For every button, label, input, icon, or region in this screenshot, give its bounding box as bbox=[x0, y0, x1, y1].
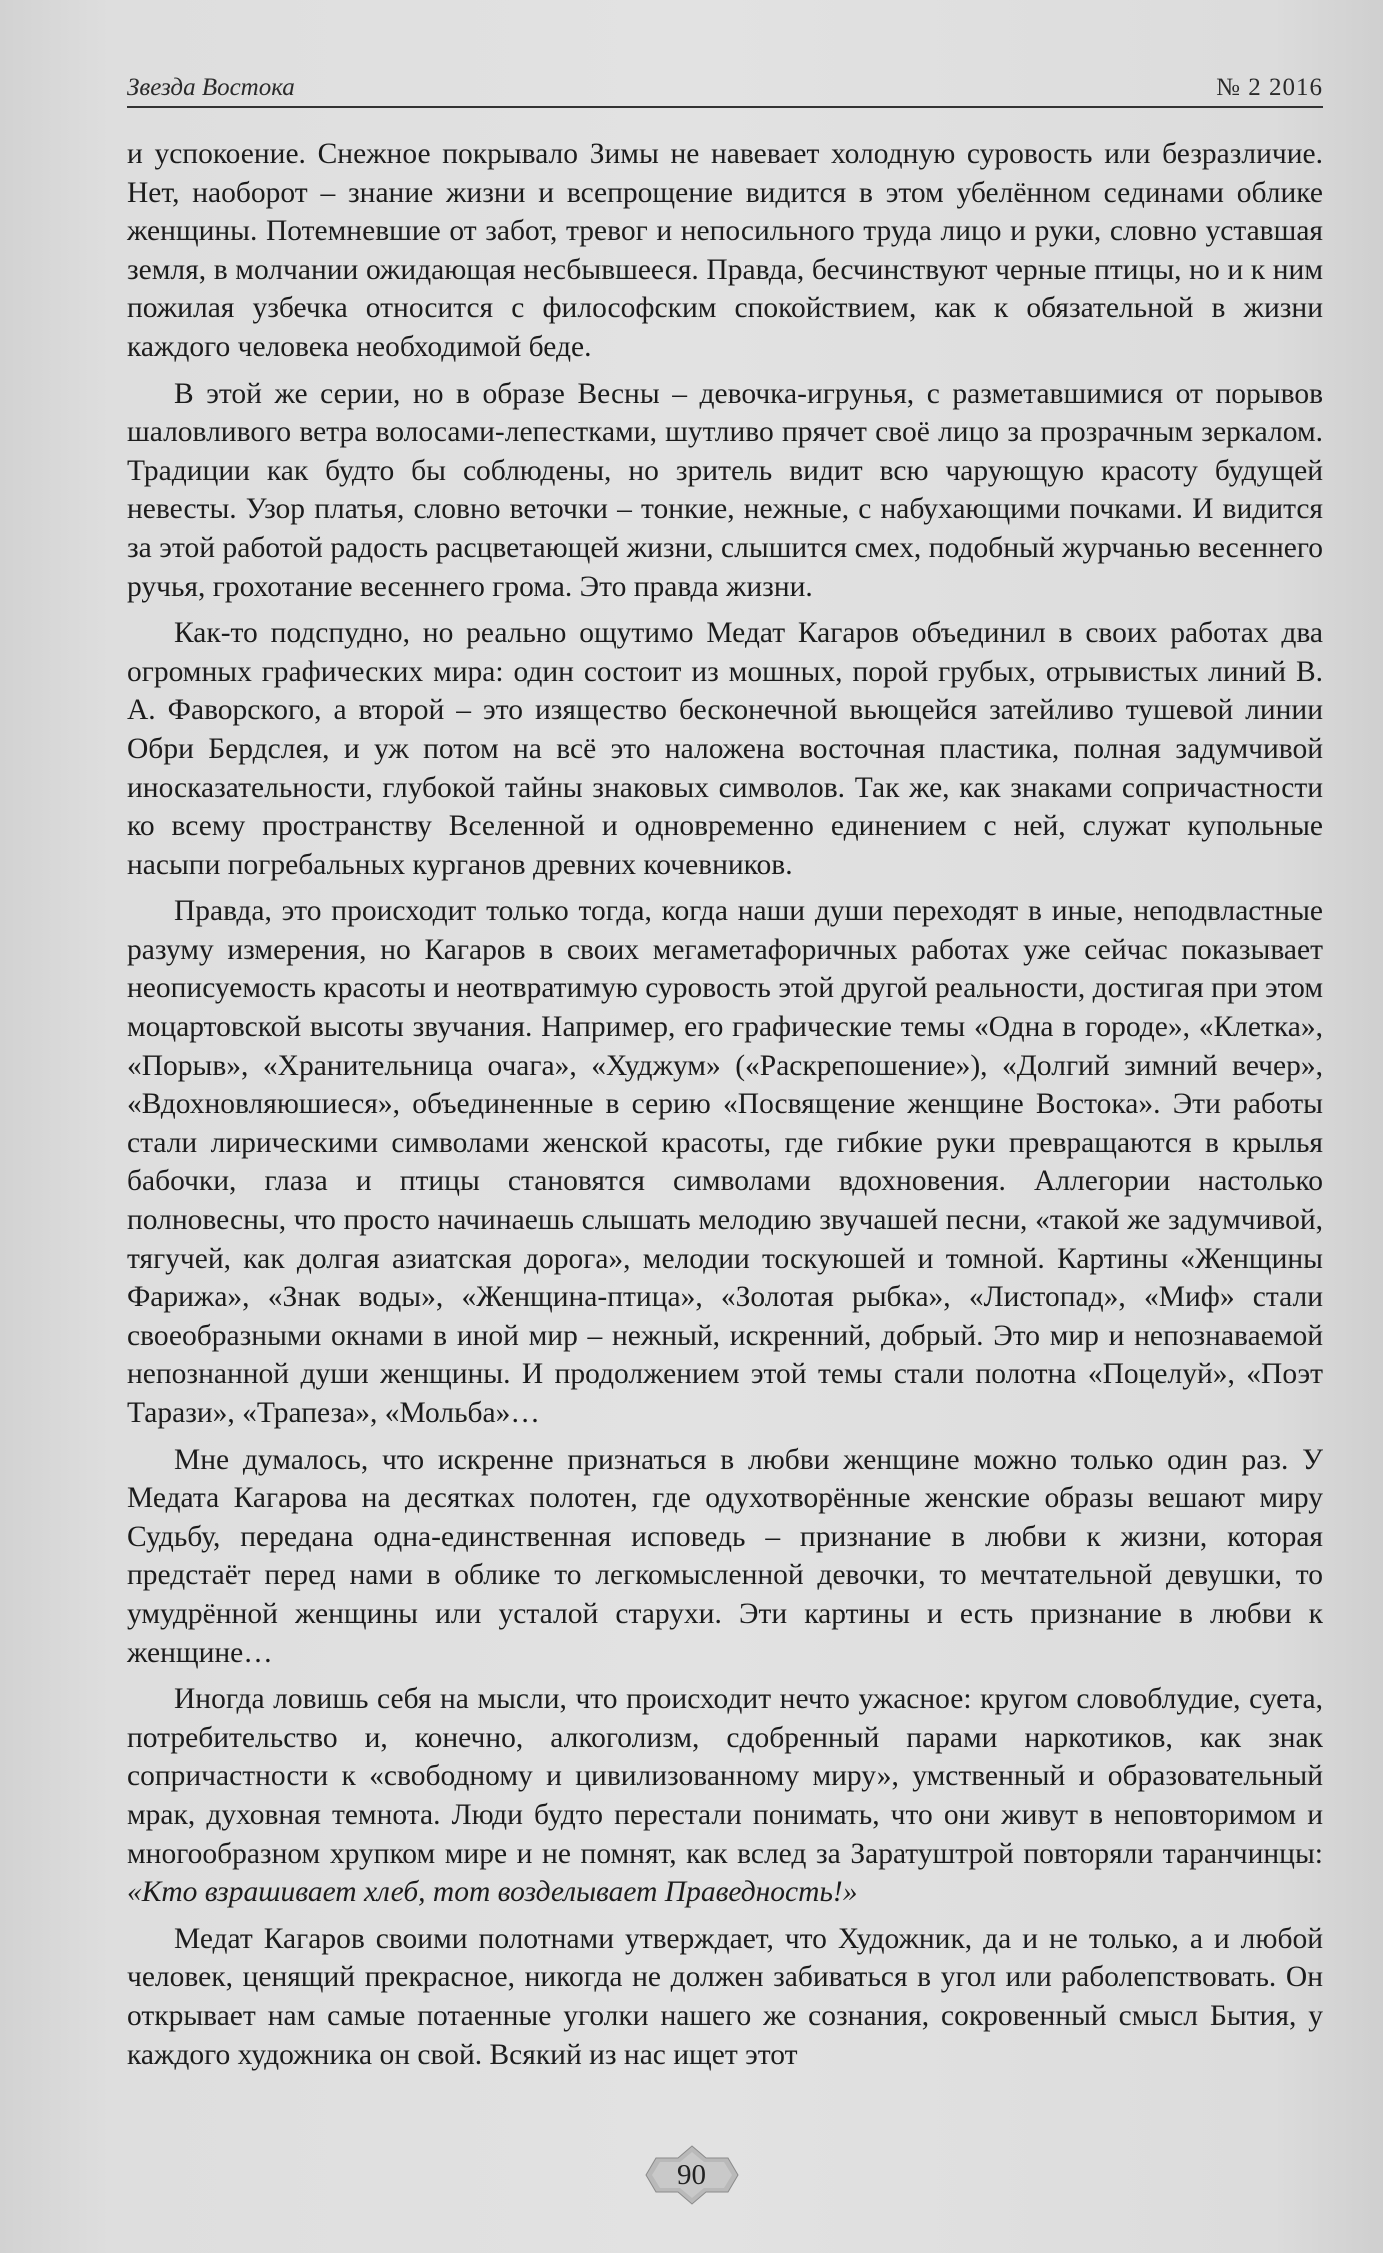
page-number-badge bbox=[644, 2144, 740, 2206]
paragraph: Правда, это происходит только тогда, когда наши души переходят в иные, неподвластные разуму измерения, но Кагаров в своих мегаметафоричных работах уже сейчас показывает неописуемость красоты и неотвратимую суровость этой другой реальности, достигая при этом моцартовской высоты звучания. Например, его графические темы «Одна в городе», «Клетка», «Порыв», «Хранительница очага», «Худжум» («Раскрепошение»), «Долгий зимний вечер», «Вдохновляюшиеся», объединенные в серию «Посвящение женщине Востока». Эти работы стали лирическими символами женской красоты, где гибкие руки превращаются в крылья бабочки, глаза и птицы становятся символами вдохновения. Аллегории настолько полновесны, что просто начинаешь слышать мелодию звучашей песни, «такой же задумчивой, тягучей, как долгая азиатская дорога», мелодии тоскуюшей и томной. Картины «Женщины Фарижа», «Знак воды», «Женщина-птица», «Золотая рыбка», «Листопад», «Миф» стали своеобразными окнами в иной мир – нежный, искренний, добрый. Это мир и непознаваемой непознанной души женщины. И продолжением этой темы стали полотна «Поцелуй», «Поэт Тарази», «Трапеза», «Мольба»… bbox=[127, 895, 1323, 1429]
paragraph: Медат Кагаров своими полотнами утверждает, что Художник, да и не только, а и любой человек, ценящий прекрасное, никогда не должен забиваться в угол или раболепствовать. Он открывает нам самые потаенные уголки нашего же сознания, сокровенный смысл Бытия, у каждого художника он свой. Всякий из нас ищет этот bbox=[127, 1922, 1323, 2071]
paragraph bbox=[127, 1680, 1323, 1912]
article-body bbox=[127, 135, 1323, 2082]
paragraph-text: Иногда ловишь себя на мысли, что происходит нечто ужасное: кругом словоблудие, суета, потребительство и, конечно, алкоголизм, сдобренный парами наркотиков, как знак сопричастности к «свободному и цивилизованному миру», умственный и образовательный мрак, духовная темнота. Люди будто перестали понимать, что они живут в неповторимом и многообразном хрупком мире и не помнят, как вслед за Заратуштрой повторяли таранчинцы: bbox=[127, 1683, 1323, 1870]
page-number: 90 bbox=[677, 2158, 706, 2191]
paragraph: Как-то подспудно, но реально ощутимо Медат Кагаров объединил в своих работах два огромных графических мира: один состоит из мошных, порой грубых, отрывистых линий В. А. Фаворского, а второй – это изящество бесконечной вьющейся затейливо тушевой линии Обри Бердслея, и уж потом на всё это наложена восточная пластика, полная задумчивой иносказательности, глубокой тайны знаковых символов. Так же, как знаками сопричастности ко всему пространству Вселенной и одновременно единением с ней, служат купольные насыпи погребальных курганов древних кочевников. bbox=[127, 617, 1323, 881]
page-footer bbox=[0, 2140, 1383, 2210]
paragraph: Мне думалось, что искренне признаться в любви женщине можно только один раз. У Медата Кагарова на десятках полотен, где одухотворённые женские образы вешают миру Судьбу, передана одна-единственная исповедь – признание в любви к жизни, которая предстаёт перед нами в облике то легкомысленной девочки, то мечтательной девушки, то умудрённой женщины или усталой старухи. Эти картины и есть признание в любви к женщине… bbox=[127, 1443, 1323, 1669]
paragraph: и успокоение. Снежное покрывало Зимы не навевает холодную суровость или безразличие. Нет, наоборот – знание жизни и всепрощение видится в этом убелённом сединами облике женщины. Потемневшие от забот, тревог и непосильного труда лицо и руки, словно уставшая земля, в молчании ожидающая несбывшееся. Правда, бесчинствуют черные птицы, но и к ним пожилая узбечка относится с философским спокойствием, как к обязательной в жизни каждого человека необходимой беде. bbox=[127, 138, 1323, 363]
paragraph: В этой же серии, но в образе Весны – девочка-игрунья, с разметавшимися от порывов шаловливого ветра волосами-лепестками, шутливо прячет своё лицо за прозрачным зеркалом. Традиции как будто бы соблюдены, но зритель видит всю чарующую красоту будущей невесты. Узор платья, словно веточки – тонкие, нежные, с набухающими почками. И видится за этой работой радость расцветающей жизни, слышится смех, подобный журчанью весеннего ручья, грохотание весеннего грома. Это правда жизни. bbox=[127, 377, 1323, 603]
issue-number: № 2 2016 bbox=[1216, 74, 1323, 101]
running-header bbox=[127, 62, 1323, 108]
quote: «Кто взрашивает хлеб, тот возделывает Праведность!» bbox=[127, 1876, 858, 1909]
journal-title: Звезда Востока bbox=[127, 74, 295, 101]
